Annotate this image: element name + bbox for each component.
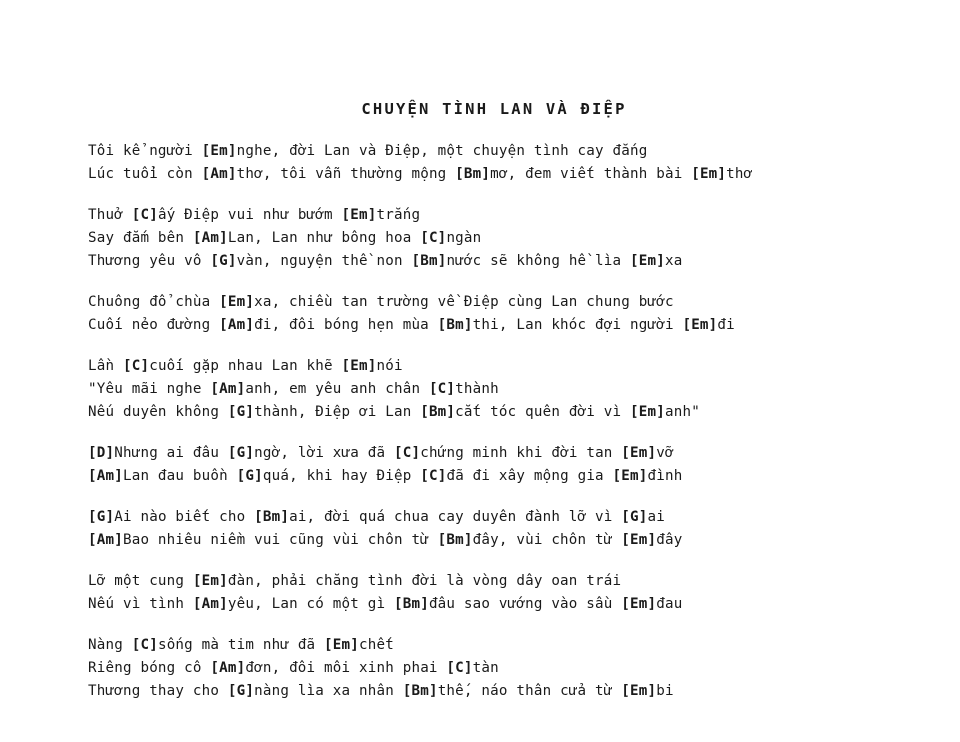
lyrics-body [88,140,900,703]
lyric-line [88,227,900,250]
lyric-text: đã đi xây mộng gia [446,468,613,484]
chord-label: [Bm] [455,166,491,182]
lyric-stanza [88,570,900,616]
lyric-text: đình [647,468,683,484]
chord-label: [Am] [192,596,228,612]
chord-label: [Bm] [254,509,290,525]
lyric-stanza [88,634,900,703]
lyric-text: thơ [726,166,753,182]
lyric-text: ấy Điệp vui như bướm [157,207,342,223]
lyric-text: Nếu vì tình [88,596,193,612]
chord-label: [Bm] [420,404,456,420]
chord-label: [Am] [88,468,123,484]
lyric-text: cuối gặp nhau Lan khẽ [149,358,342,374]
chord-label: [Bm] [437,317,473,333]
lyric-text: xa [664,253,683,269]
lyric-stanza [88,204,900,273]
lyric-line [88,163,900,186]
chord-label: [Am] [219,317,255,333]
lyric-text: Nàng [88,637,132,653]
lyric-text: đây, vùi chôn từ [472,532,622,548]
lyric-text: mơ, đem viết thành bài [490,166,692,182]
lyric-text: đau [656,596,683,612]
chord-label: [Bm] [393,596,429,612]
lyric-text: nàng lìa xa nhân [254,683,403,699]
chord-label: [Bm] [437,532,473,548]
chord-label: [Em] [691,166,727,182]
chord-label: [C] [428,381,456,397]
chord-label: [G] [227,683,255,699]
lyric-text: thành, Điệp ơi Lan [254,404,421,420]
chord-label: [G] [236,468,263,484]
lyric-text: sống mà tim như đã [157,637,325,653]
chord-label: [C] [131,637,158,653]
chord-label: [Bm] [411,253,447,269]
lyric-stanza [88,506,900,552]
chord-label: [G] [88,509,115,525]
chord-label: [Em] [612,468,648,484]
lyric-line [88,140,900,163]
lyric-line [88,401,900,424]
lyric-text: ai, đời quá chua cay duyên đành lỡ vì [289,509,622,525]
lyric-text: Lỡ một cung [88,573,193,589]
lyric-text: ngàn [446,230,482,246]
lyric-text: xa, chiều tan trường về Điệp cùng Lan chung bước [254,294,674,310]
lyric-text: anh" [664,404,700,420]
lyric-text: ai [647,509,665,525]
lyric-text: cắt tóc quên đời vì [455,404,631,420]
chord-label: [C] [446,660,473,676]
chord-label: [Am] [201,166,237,182]
lyric-line [88,250,900,273]
lyric-text: bi [656,683,674,699]
chord-label: [C] [122,358,150,374]
lyric-text: thế, náo thân cửa từ [437,683,622,699]
chord-label: [Em] [621,596,657,612]
lyric-text: Chuông đổ chùa [88,294,220,310]
chord-label: [Bm] [402,683,438,699]
chord-label: [Em] [324,637,360,653]
lyric-text: đâu sao vướng vào sầu [428,596,622,612]
lyric-text: thành [455,381,499,397]
chord-label: [C] [420,230,447,246]
lyric-text: vàn, nguyện thề non [236,253,412,269]
lyric-text: Nhưng ai đâu [114,445,228,461]
chord-label: [D] [88,445,115,461]
lyric-stanza [88,140,900,186]
lyric-text: Lan, Lan như bông hoa [227,230,421,246]
lyric-text: Lan đau buồn [122,468,237,484]
lyric-line [88,680,900,703]
lyric-line [88,529,900,552]
lyric-line [88,570,900,593]
chord-label: [Em] [630,253,665,269]
page-title: CHUYỆN TÌNH LAN VÀ ĐIỆP [361,100,627,118]
chord-label: [C] [420,468,447,484]
lyric-text: trắng [376,207,421,223]
lyric-text: chứng minh khi đời tan [420,445,622,461]
lyric-text: nói [376,358,403,374]
chord-label: [Em] [219,294,255,310]
lyric-stanza [88,355,900,424]
lyric-text: Ai nào biết cho [114,509,255,525]
lyric-text: nghe, đời Lan và Điệp, một chuyện tình cay đắng [236,143,648,159]
chord-label: [Em] [621,683,657,699]
chord-label: [Am] [210,381,246,397]
lyric-text: thơ, tôi vẫn thường mộng [236,166,456,182]
lyric-text: Say đắm bên [88,230,193,246]
lyric-text: đi, đôi bóng hẹn mùa [254,317,438,333]
lyric-stanza [88,291,900,337]
lyric-text: Lúc tuổi còn [88,166,202,182]
lyric-line [88,593,900,616]
lyric-text: Thương yêu vô [88,253,211,269]
chord-label: [Em] [621,445,657,461]
lyric-text: đàn, phải chăng tình đời là vòng dây oan trái [227,573,622,589]
lyric-text: quá, khi hay Điệp [262,468,421,484]
lyric-text: yêu, Lan có một gì [227,596,394,612]
lyric-text: đi [717,317,735,333]
lyric-line [88,506,900,529]
chord-label: [C] [394,445,421,461]
lyric-text: Tôi kể người [88,143,202,159]
lyric-text: vỡ [656,445,674,461]
chord-label: [Em] [341,358,377,374]
lyric-line [88,378,900,401]
lyric-text: Lần [88,358,123,374]
lyric-line [88,291,900,314]
lyric-line [88,465,900,488]
chord-label: [Em] [621,532,657,548]
chord-label: [Em] [341,207,377,223]
lyric-text: Thuở [88,207,132,223]
lyric-text: Cuối nẻo đường [88,317,220,333]
chord-label: [G] [227,404,255,420]
lyric-text: đây [656,532,683,548]
chord-label: [G] [227,445,255,461]
lyric-text: "Yêu mãi nghe [88,381,211,397]
lyric-line [88,314,900,337]
lyric-line [88,204,900,227]
chord-label: [Em] [201,143,237,159]
lyric-text: Bao nhiêu niềm vui cũng vùi chôn từ [122,532,438,548]
lyric-text: Riêng bóng cô [88,660,211,676]
lyric-line [88,657,900,680]
chord-label: [Am] [210,660,246,676]
lyric-text: nước sẽ không hề lìa [446,253,631,269]
chord-label: [Am] [88,532,123,548]
chord-label: [C] [131,207,158,223]
chord-label: [Em] [682,317,718,333]
lyric-text: chết [359,637,394,653]
lyric-text: tàn [472,660,499,676]
chord-label: [G] [621,509,648,525]
lyric-text: anh, em yêu anh chân [245,381,429,397]
lyric-line [88,634,900,657]
chord-label: [Em] [630,404,665,420]
lyric-text: đơn, đôi môi xinh phai [245,660,447,676]
lyric-stanza [88,442,900,488]
chord-label: [G] [210,253,237,269]
chord-label: [Am] [192,230,228,246]
lyric-text: thi, Lan khóc đợi người [472,317,683,333]
chord-label: [Em] [192,573,228,589]
lyric-line [88,355,900,378]
lyric-text: ngờ, lời xưa đã [254,445,394,461]
lyric-text: Nếu duyên không [88,404,228,420]
lyric-text: Thương thay cho [88,683,228,699]
lyric-line [88,442,900,465]
